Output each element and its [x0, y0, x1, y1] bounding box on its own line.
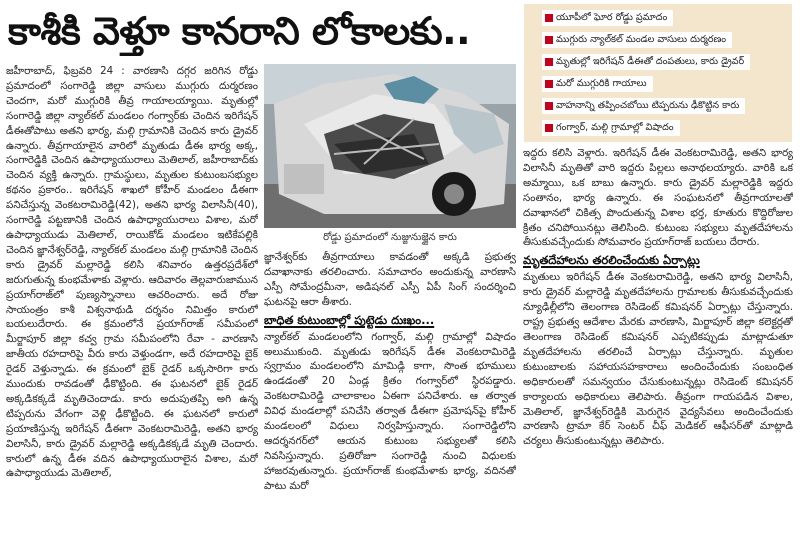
bullet-icon: [545, 80, 553, 88]
photo-caption: రోడ్డు ప్రమాదంలో నుజ్జునుజ్జైన కారు: [323, 232, 457, 243]
highlight-text: ముగ్గురు న్యాల్‌కల్ మండల వాసులు దుర్మరణం: [556, 34, 727, 45]
article-paragraph: మృతులు ఇరిగేషన్ డీఈ వెంకటరామిరెడ్డి, అతని భార్య విలాసినీ, కారు డ్రైవర్ మల్లారెడ్డి మృతదేహాలను గ్రామాలకు తీసుకువచ్చేందుకు న్యూఢిల్లీలోని తెలంగాణ రెసిడెంట్ కమిషనర్ ఏర్పాట్లు చేస్తున్నారు. రాష్ట్ర ప్రభుత్వ ఆదేశాల మేరకు వారణాసి, మిర్జాపూర్ జిల్లా కలెక్టర్లతో తెలంగాణ రెసిడెంట్ కమిషనర్ ఎప్పటికప్పుడు మాట్లాడుతూ మృతదేహాలను తరలించే ఏర్పాట్లు చేస్తున్నారు. మృతుల కుటుంబాలకు సహాయసహకారాలు అందించేందుకు సంబంధిత అధికారులతో సమన్వయం చేసుకుంటున్నట్లు రెసిడెంట్ కమిషనర్ కార్యాలయ అధికారులు తెలిపారు. తీవ్రంగా గాయపడిన విశాల, మెతిలాల్, జ్ఞానేశ్వర్‌రెడ్డికి మెరుగైన వైద్యసేవలు అందించేందుకు వారణాసి ట్రామా కేర్ సెంటర్ చీఫ్ మెడికల్ ఆఫీసర్‌తో మాట్లాడి చర్యలు తీసుకుంటున్నట్లు తెలిపారు.: [523, 271, 793, 448]
accident-photo: [264, 64, 516, 228]
bullet-icon: [545, 14, 553, 22]
headline: కాశీకి వెళ్తూ కానరాని లోకాలకు..: [8, 9, 471, 53]
highlight-text: యూపీలో ఘోర రోడ్డు ప్రమాదం: [556, 12, 668, 23]
article-paragraph: ఇద్దరు కలిసి వెళ్లారు. ఇరిగేషన్ డీఈ వెంకటరామిరెడ్డి, అతని భార్య విలాసినీ మృతితో వారి ఇద్దరు పిల్లలు అనాథలయ్యారు. వారికి ఒక అమ్మాయి, ఒక బాబు ఉన్నారు. కారు డ్రైవర్ మల్లారెడ్డికి ఇద్దరు సంతానం, భార్య ఉన్నారు. ఈ సంఘటనలో తీవ్రగాయాలతో దవాఖానలో చికిత్స పొందుతున్న విశాల భర్త, కూతురు కొద్దిరోజుల క్రితం చనిపోయినట్లు తెలిసింది. కుటుంబ సభ్యులు మృతదేహాలను తీసుకువచ్చేందుకు సోమవారం ప్రయాగ్‌రాజ్ బయలు దేరారు.: [523, 147, 793, 249]
highlight-text: మరో ముగ్గురికి గాయాలు: [556, 78, 647, 89]
bullet-icon: [545, 102, 553, 110]
highlight-item: [542, 10, 673, 26]
bullet-icon: [545, 124, 553, 132]
section-subhead: బాధిత కుటుంబాల్లో పుట్టెడు దుఃఖం...: [264, 312, 435, 327]
article-column-2: [264, 250, 516, 530]
bullet-icon: [545, 58, 553, 66]
article-paragraph: జ్ఞానేశ్వర్‌కు తీవ్రగాయాలు కావడంతో అక్కడి ప్రభుత్వ దవాఖానాకు తరలించారు. సమాచారం అందుకున్న వారణాసి ఎస్పీ సోమేంద్రమీనా, అడిషనల్ ఎస్పీ ఏపీ సింగ్ సందర్శించి ఘటనపై ఆరా తీశారు.: [264, 251, 516, 308]
article-paragraph: జహీరాబాద్, ఫిబ్రవరి 24 : వారణాసి దగ్గర జరిగిన రోడ్డు ప్రమాదంలో సంగారెడ్డి జిల్లా వాసులు ముగ్గురు దుర్మరణం చెందగా, మరో ముగ్గురికి తీవ్ర గాయాలయ్యాయి. మృతుల్లో సంగారెడ్డి జిల్లా న్యాల్‌కల్ మండలం గంగ్వార్‌కు చెందిన ఇరిగేషన్ డీఈతోపాటు అతని భార్య, మల్గి గ్రామానికి చెందిన కారు డ్రైవర్ ఉన్నారు. తీవ్రగాయాలైన వారిలో మృతుడు డీఈ భార్య అక్క, సంగారెడ్డికి చెందిన ఉపాధ్యాయురాలు మెతిలాల్, జహీరాబాద్‌కు చెందిన వ్యక్తి ఉన్నారు. గ్రామస్థులు, మృతుల కుటుంబసభ్యుల కథనం ప్రకారం.. ఇరిగేషన్ శాఖలో కోహీర్ మండలం డీఈగా పనిచేస్తున్న వెంకటరామిరెడ్డి(42), అతని భార్య విలాసినీ(40), సంగారెడ్డి పట్టణానికి చెందిన ఉపాధ్యాయురాలు విశాల, మరో ఉపాధ్యాయుడు మెతిలాల్, రాయికోడ్ మండలం ఇటికేపల్లికి చెందిన జ్ఞానేశ్వర్‌రెడ్డి, న్యాల్‌కల్ మండలం మల్గి గ్రామానికి చెందిన కారు డ్రైవర్ మల్లారెడ్డి కలిసి శనివారం ఉత్తరప్రదేశ్‌లో జరుగుతున్న కుంభమేళాకు వెళ్లారు. ఆదివారం తెల్లవారుజామున ప్రయాగ్‌రాజ్‌లో పుణ్యస్నానాలు ఆచరించారు. అదే రోజు సాయంత్రం కాశీ విశ్వనాథుడి దర్శనం నిమిత్తం కారులో బయలుదేరారు. ఈ క్రమంలోనే ప్రయాగ్‌రాజ్ సమీపంలో మీర్జాపూర్ జిల్లా కచ్వ గ్రామ సమీపంలోని రేవా - వారణాసి జాతీయ రహదారిపై వీరు కారు వెళ్తుండగా, అదే రహదారిపై బైక్ రైడర్ వెళ్తున్నాడు. ఈ క్రమంలో బైక్ రైడర్ ఒక్కసారిగా కారు ముందుకు రావడంతో ఢీకొట్టింది. ఈ ఘటనలో బైక్ రైడర్ అక్కడికక్కడే మృతిచెందాడు. కారు అదుపుతప్పి అగి ఉన్న టిప్పరును వేగంగా వెళ్లి ఢీకొట్టింది. ఈ ఘటనలో కారులో ప్రయాణిస్తున్న ఇరిగేషన్ డీఈగా వెంకటరామిరెడ్డి, అతని భార్య విలాసినీ, కారు డ్రైవర్ మల్లారెడ్డి అక్కడికక్కడే మృతి చెందారు. కారులో ఉన్న డీఈ వదిన ఉపాధ్యాయురాలైన విశాల, మరో ఉపాధ్యాయుడు మెతిలాల్,: [6, 65, 258, 480]
article-column-1: [6, 64, 258, 530]
highlight-item: [542, 32, 732, 48]
highlight-item: [542, 98, 745, 114]
highlight-item: [542, 76, 653, 92]
bullet-icon: [545, 36, 553, 44]
highlight-text: మృతుల్లో ఇరిగేషన్ డీఈతో దంపతులు, కారు డ్రైవర్: [556, 56, 745, 67]
highlight-item: [542, 54, 750, 70]
crashed-car-image: [264, 64, 516, 228]
highlight-text: వాహనాన్ని తప్పించబోయి టిప్పరును ఢీకొట్టిన కారు: [556, 100, 740, 111]
highlight-text: గంగ్వార్, మల్గి గ్రామాల్లో విషాదం: [556, 122, 674, 133]
article-column-3: [523, 146, 793, 530]
highlight-item: [542, 120, 680, 136]
highlights-box: [524, 4, 792, 142]
article-paragraph: న్యాల్‌కల్ మండలంలోని గంగ్వార్, మల్గి గ్రామాల్లో విషాదం అలుముకుంది. మృతుడు ఇరిగేషన్ డీఈ వెంకటరామిరెడ్డి స్వగ్రామం మండలంలోని మామిడ్గి కాగా, సొంత భూములు ఉండడంతో 20 ఏండ్ల క్రితం గంగ్వార్‌లో స్థిరపడ్డారు. వెంకటరామిరెడ్డి చాలాకాలం ఏఈగా పనిచేశారు. ఆ తర్వాత వివిధ మండలాల్లో పనిచేసి తర్వాత డీఈగా ప్రమోషన్‌పై కోహీర్ మండలంలో విధులు నిర్వహిస్తున్నారు. సంగారెడ్డిలోని ఆదర్శనగర్‌లో ఆయన కుటుంబ సభ్యులతో కలిసి నివసిస్తున్నారు. ప్రతిరోజూ సంగారెడ్డి నుంచి విధులకు హాజరవుతున్నారు. ప్రయాగ్‌రాజ్ కుంభమేళాకు భార్య, వదినతో పాటు మరో: [264, 330, 516, 492]
section-subhead: మృతదేహాలను తరలించేందుకు ఏర్పాట్లు: [523, 253, 700, 268]
